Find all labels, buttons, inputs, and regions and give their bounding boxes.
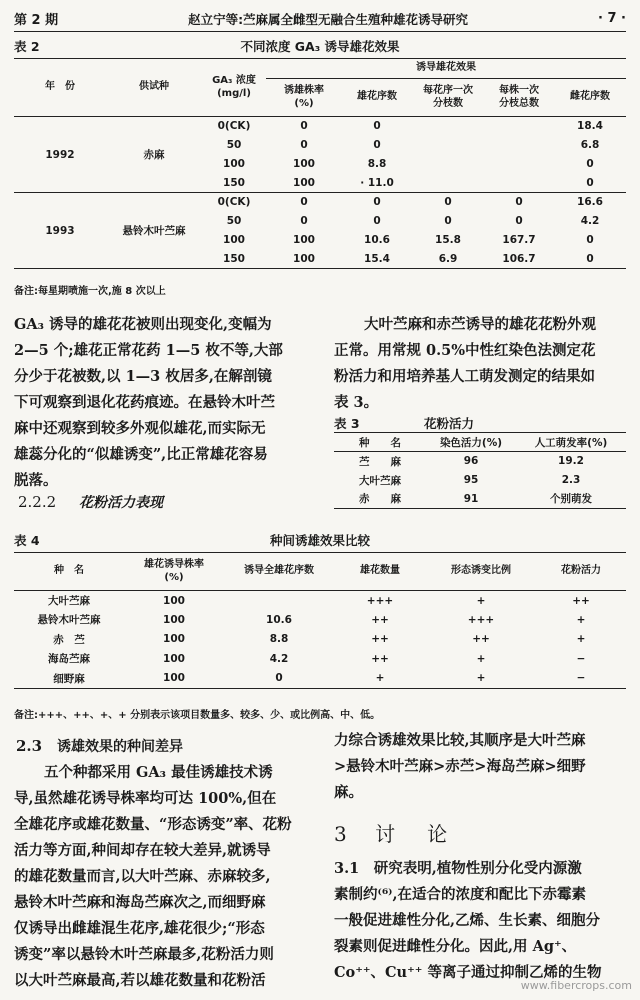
col-rate: 诱雄株率 (%) [284, 85, 324, 109]
table2-label: 表 2 [14, 39, 40, 54]
article-running-title: 赵立宁等:苎麻属全雌型无融合生殖种雄花诱导研究 [188, 11, 469, 27]
cell-male: 0 [373, 215, 381, 227]
text-line: 的雄花数量而言,以大叶苎麻、赤麻较多, [14, 868, 271, 885]
cell-rate: 100 [163, 633, 185, 646]
col-germ: 人工萌发率(%) [534, 436, 608, 449]
cell-ga3: 100 [223, 158, 245, 170]
cell-morph: + [476, 672, 486, 684]
col-first-branch: 每花序一次 分枝数 [423, 85, 473, 109]
cell-male: 0 [373, 120, 381, 133]
col-female-count: 雌花序数 [570, 91, 610, 103]
cell-stain: 96 [463, 455, 479, 468]
text-line: 裂素则促进雌性分化。因此,用 Ag⁺、 [334, 938, 577, 955]
cell-total: 106.7 [502, 252, 536, 265]
text-line: 大叶苎麻和赤苎诱导的雄花花粉外观 [364, 316, 596, 333]
left-paragraph-1 [14, 312, 314, 494]
text-line: GA₃ 诱导的雄花花被则出现变化,变幅为 [14, 316, 272, 333]
cell-total: 167.7 [502, 234, 536, 246]
col-effect-group: 诱导雄花效果 [266, 59, 626, 79]
cell-total [484, 174, 554, 193]
cell-full-male [224, 591, 334, 611]
section-heading-2-3 [16, 736, 183, 756]
cell-first: 15.8 [435, 234, 461, 246]
text-line: 正常。用常规 0.5%中性红染色法测定花 [334, 342, 596, 359]
issue-number: 第 2 期 [14, 13, 59, 28]
cell-species: 赤 苎 [53, 633, 85, 646]
col-material: 供试种 [106, 59, 202, 117]
cell-rate: 0 [300, 139, 308, 151]
text-line: 下可观察到退化花药痕迹。在悬铃木叶苎 [14, 394, 275, 411]
cell-germ: 2.3 [561, 474, 581, 486]
cell-male: 0 [373, 139, 381, 151]
text-line: 表 3。 [334, 394, 379, 411]
cell-first: 6.9 [438, 252, 458, 265]
running-header [14, 6, 626, 32]
text-line: 分少于花被数,以 1—3 枚居多,在解剖镜 [14, 368, 272, 385]
text-line: 五个种都采用 GA₃ 最佳诱雄技术诱 [44, 764, 273, 781]
cell-rate: 100 [163, 613, 185, 626]
cell-ga3: 0(CK) [202, 193, 266, 212]
cell-rate: 100 [163, 672, 185, 684]
cell-ga3: 150 [223, 176, 245, 189]
group-material: 赤麻 [143, 149, 165, 161]
cell-female: 0 [586, 176, 594, 189]
section-title: 诱雄效果的种间差异 [56, 739, 183, 755]
group-year: 1992 [45, 148, 75, 161]
cell-species: 大叶苎麻 [48, 595, 90, 607]
cell-male: 8.8 [367, 158, 387, 170]
cell-rate: 0 [266, 193, 342, 212]
right-paragraph-1 [334, 312, 626, 416]
table-row [334, 490, 626, 509]
col-species: 种 名 [54, 565, 84, 577]
section-number: 2.3 [16, 737, 43, 755]
text-line: 仅诱导出雌雄混生花序,雄花很少;“形态 [14, 920, 265, 937]
table-row [14, 669, 626, 689]
cell-germ: 个别萌发 [550, 493, 592, 506]
cell-male-qty: ++ [371, 652, 389, 665]
text-line: 雄蕊分化的“似雄诱变”,比正常雄花容易 [14, 446, 268, 463]
cell-male-qty: ++ [371, 633, 389, 646]
cell-female: 18.4 [577, 120, 603, 133]
cell-rate: 100 [293, 158, 315, 170]
cell-rate: 100 [163, 594, 185, 607]
cell-female: 6.8 [580, 139, 600, 151]
cell-rate: 0 [300, 215, 308, 227]
right-paragraph-2 [334, 728, 626, 806]
cell-female: 0 [586, 234, 594, 246]
col-total-branch: 每株一次 分枝总数 [499, 85, 539, 109]
cell-total: 0 [484, 193, 554, 212]
cell-stain: 95 [463, 474, 479, 486]
cell-species: 赤 麻 [359, 493, 401, 506]
table2-note: 备注:每星期喷施一次,施 8 次以上 [14, 286, 166, 297]
cell-rate: 100 [293, 234, 315, 246]
col-morph: 形态诱变比例 [451, 565, 511, 577]
table4 [14, 552, 626, 689]
section-number: 3 [334, 822, 353, 846]
table-row [14, 591, 626, 611]
section-title: 讨 论 [375, 822, 454, 846]
text-line: 3.1 研究表明,植物性别分化受内源激 [334, 860, 582, 877]
table3-title: 花粉活力 [424, 416, 475, 431]
cell-total [484, 117, 554, 136]
cell-male-qty: + [375, 672, 385, 684]
cell-male-qty: +++ [366, 594, 394, 607]
table2 [14, 58, 626, 269]
text-line: 活力等方面,种间却存在较大差异,就诱导 [14, 842, 271, 859]
cell-morph: + [476, 594, 486, 607]
cell-total [484, 136, 554, 155]
cell-morph: +++ [467, 613, 495, 626]
cell-rate: 100 [293, 252, 315, 265]
text-line: 力综合诱雄效果比较,其顺序是大叶苎麻 [334, 732, 586, 749]
group-material: 悬铃木叶苎麻 [106, 193, 202, 269]
text-line: 悬铃木叶苎麻和海岛苎麻次之,而细野麻 [14, 894, 266, 911]
section-heading-2-2-2 [18, 492, 163, 512]
cell-ga3: 50 [226, 215, 242, 227]
cell-first [412, 117, 484, 136]
text-line: 麻中还观察到较多外观似雄花,而实际无 [14, 420, 266, 437]
table2-title: 不同浓度 GA₃ 诱导雄花效果 [240, 39, 400, 54]
cell-first [412, 136, 484, 155]
cell-rate: 0 [300, 120, 308, 133]
table-row [14, 649, 626, 669]
col-male-count: 雄花序数 [357, 91, 397, 103]
cell-morph: + [476, 652, 486, 665]
text-line: 以大叶苎麻最高,若以雄花数量和花粉活 [14, 972, 266, 989]
watermark: www.fibercrops.com [520, 979, 632, 992]
col-species: 种 名 [359, 436, 401, 449]
cell-female: 0 [586, 252, 594, 265]
cell-female: 4.2 [580, 215, 600, 227]
text-line: 全雄花序或雄花数量、“形态诱变”率、花粉 [14, 816, 292, 833]
col-male-qty: 雄花数量 [360, 565, 400, 577]
cell-species: 悬铃木叶苎麻 [37, 614, 101, 627]
cell-full-male: 10.6 [266, 613, 292, 626]
cell-male-qty: ++ [371, 613, 389, 626]
table-row [14, 630, 626, 650]
cell-ga3: 50 [226, 139, 242, 151]
cell-full-male: 4.2 [269, 652, 289, 665]
text-line: 素制约⁽⁶⁾,在适合的浓度和配比下赤霉素 [334, 886, 587, 903]
text-line: >悬铃木叶苎麻>赤苎>海岛苎麻>细野 [334, 758, 586, 775]
cell-pollen: ++ [572, 594, 590, 607]
text-line: 粉活力和用培养基人工萌发测定的结果如 [334, 368, 595, 385]
cell-ga3: 0(CK) [217, 120, 251, 133]
cell-male: 15.4 [364, 252, 390, 265]
cell-male: 10.6 [364, 234, 390, 246]
text-line: 麻。 [334, 784, 363, 801]
section-title: 花粉活力表现 [79, 495, 164, 511]
table-row [14, 193, 626, 212]
cell-rate: 100 [293, 176, 315, 189]
cell-ga3: 150 [223, 252, 245, 265]
col-ga3: GA₃ 浓度 (mg/l) [202, 59, 266, 117]
right-paragraph-3 [334, 856, 626, 986]
cell-first: 0 [444, 215, 452, 227]
cell-first [412, 174, 484, 193]
col-year: 年 份 [14, 59, 106, 117]
table-row [14, 117, 626, 136]
cell-morph: ++ [472, 633, 490, 646]
text-line: 导,虽然雄花诱导株率均可达 100%,但在 [14, 790, 277, 807]
cell-full-male: 0 [275, 672, 283, 684]
cell-first: 0 [412, 193, 484, 212]
text-line: 脱落。 [14, 472, 58, 489]
cell-pollen: − [576, 652, 586, 665]
table3-caption [334, 414, 626, 432]
table-row [334, 471, 626, 490]
cell-first [412, 155, 484, 174]
page-number: · 7 · [598, 11, 626, 26]
table3 [334, 432, 626, 509]
col-stain: 染色活力(%) [439, 436, 503, 449]
text-line: Co⁺⁺、Cu⁺⁺ 等离子通过抑制乙烯的生物 [334, 964, 602, 981]
cell-species: 大叶苎麻 [359, 474, 401, 487]
text-line: 一般促进雄性分化,乙烯、生长素、细胞分 [334, 912, 601, 929]
cell-species: 苎 麻 [359, 455, 401, 468]
table4-title: 种间诱雄效果比较 [269, 533, 370, 548]
text-line: 诱变”率以悬铃木叶苎麻最多,花粉活力则 [14, 946, 274, 963]
left-paragraph-2 [14, 760, 314, 994]
section-heading-3 [334, 818, 453, 847]
table4-label: 表 4 [14, 533, 40, 548]
cell-male: 0 [342, 193, 412, 212]
cell-pollen: − [576, 672, 586, 684]
cell-stain: 91 [463, 492, 479, 505]
cell-species: 海岛苎麻 [48, 653, 90, 666]
cell-female: 16.6 [554, 193, 626, 212]
cell-ga3: 100 [223, 234, 245, 246]
cell-total: 0 [515, 215, 523, 227]
cell-male: · 11.0 [360, 176, 394, 189]
cell-total [484, 155, 554, 174]
cell-pollen: + [576, 633, 586, 646]
cell-full-male: 8.8 [269, 633, 289, 646]
cell-pollen: + [576, 613, 586, 626]
cell-female: 0 [586, 158, 594, 170]
col-full-male: 诱导全雄花序数 [244, 565, 314, 577]
cell-rate: 100 [163, 652, 185, 665]
table-row [334, 452, 626, 471]
cell-species: 细野麻 [53, 672, 85, 685]
col-rate: 雄花诱导株率 (%) [144, 559, 204, 583]
table2-caption [14, 36, 626, 56]
cell-germ: 19.2 [558, 455, 584, 468]
text-line: 2—5 个;雄花正常花药 1—5 枚不等,大部 [14, 342, 283, 359]
table3-label: 表 3 [334, 416, 360, 431]
table-row [14, 610, 626, 630]
section-number: 2.2.2 [18, 493, 57, 511]
group-year: 1993 [14, 193, 106, 269]
table4-caption [14, 530, 626, 550]
table4-note: 备注:+++、++、+、+ 分别表示该项目数量多、较多、少、或比例高、中、低。 [14, 710, 381, 721]
col-pollen: 花粉活力 [561, 565, 601, 577]
